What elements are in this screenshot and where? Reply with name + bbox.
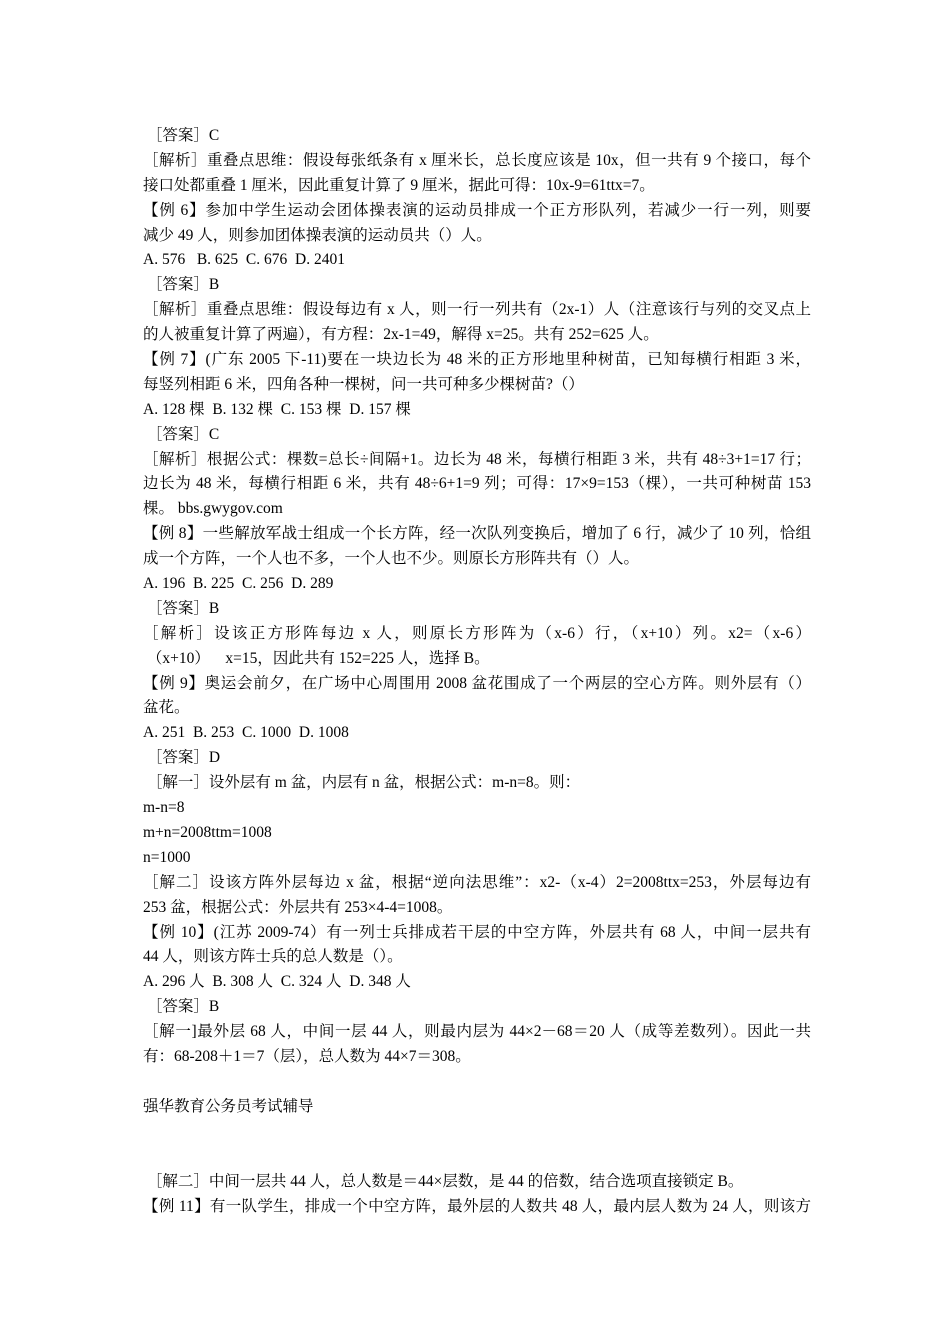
example-6-question: 【例 6】参加中学生运动会团体操表演的运动员排成一个正方形队列，若减少一行一列，则要 — [143, 201, 811, 219]
answer-line: ［答案］B — [143, 998, 220, 1016]
answer-line: ［答案］C — [143, 425, 220, 443]
solution-line: ［解一]最外层 68 人，中间一层 44 人，则最内层为 44×2－68＝20 人（成等差数列）。因此一共 — [143, 1023, 811, 1041]
example-7-options: A. 128 棵 B. 132 棵 C. 153 棵 D. 157 棵 — [143, 400, 411, 418]
example-9-question: 【例 9】奥运会前夕，在广场中心周围用 2008 盆花围成了一个两层的空心方阵。则外层有（） — [143, 674, 811, 692]
document-body — [143, 124, 811, 1219]
example-6-question: 减少 49 人，则参加团体操表演的运动员共（）人。 — [143, 226, 492, 244]
example-7-question: 【例 7】(广东 2005 下-11)要在一块边长为 48 米的正方形地里种树苗，已知每横行相距 3 米， — [143, 351, 811, 369]
analysis-line: 棵。 bbs.gwygov.com — [143, 500, 283, 518]
solution-line: ［解二］中间一层共 44 人，总人数是＝44×层数，是 44 的倍数，结合选项直接锁定 B。 — [143, 1172, 744, 1190]
solution-line: ［解二］设该方阵外层每边 x 盆，根据“逆向法思维”：x2-（x-4）2=2008ttx=253，外层每边有 — [143, 873, 811, 891]
analysis-line: 的人被重复计算了两遍），有方程：2x-1=49，解得 x=25。共有 252=625 人。 — [143, 326, 659, 344]
example-9-options: A. 251 B. 253 C. 1000 D. 1008 — [143, 724, 349, 742]
answer-line: ［答案］B — [143, 276, 220, 294]
solution-line: ［解一］设外层有 m 盆，内层有 n 盆，根据公式：m-n=8。则： — [143, 774, 581, 792]
equation-line: n=1000 — [143, 848, 191, 866]
example-11-question: 【例 11】有一队学生，排成一个中空方阵，最外层的人数共 48 人，最内层人数为 24 人，则该方 — [143, 1197, 811, 1215]
example-8-options: A. 196 B. 225 C. 256 D. 289 — [143, 575, 334, 593]
analysis-line: 边长为 48 米，每横行相距 6 米，共有 48÷6+1=9 列；可得：17×9=153（棵），一共可种树苗 153 — [143, 475, 811, 493]
analysis-line: ［解析］根据公式：棵数=总长÷间隔+1。边长为 48 米，每横行相距 3 米，共有 48÷3+1=17 行； — [143, 450, 811, 468]
solution-line: 253 盆，根据公式：外层共有 253×4-4=1008。 — [143, 898, 453, 916]
analysis-line: （x+10） x=15，因此共有 152=225 人，选择 B。 — [143, 649, 490, 667]
spacer — [143, 1120, 811, 1170]
example-8-question: 成一个方阵，一个人也不多，一个人也不少。则原长方形阵共有（）人。 — [143, 550, 640, 568]
example-6-options: A. 576 B. 625 C. 676 D. 2401 — [143, 251, 345, 269]
solution-line: 有：68-208＋1＝7（层），总人数为 44×7＝308。 — [143, 1047, 471, 1065]
spacer — [143, 1070, 811, 1095]
analysis-line: ［解析］重叠点思维：假设每张纸条有 x 厘米长，总长度应该是 10x，但一共有 9 个接口，每个 — [143, 151, 811, 169]
page-footer: 强华教育公务员考试辅导 — [143, 1097, 314, 1115]
example-10-options: A. 296 人 B. 308 人 C. 324 人 D. 348 人 — [143, 973, 411, 991]
equation-line: m-n=8 — [143, 799, 185, 817]
example-9-question: 盆花。 — [143, 699, 190, 717]
example-7-question: 每竖列相距 6 米，四角各种一棵树，问一共可种多少棵树苗?（） — [143, 375, 584, 393]
equation-line: m+n=2008ttm=1008 — [143, 823, 272, 841]
answer-line: ［答案］B — [143, 599, 220, 617]
analysis-line: ［解析］重叠点思维：假设每边有 x 人，则一行一列共有（2x-1）人（注意该行与列的交叉点上 — [143, 301, 811, 319]
analysis-line: 接口处都重叠 1 厘米，因此重复计算了 9 厘米，据此可得：10x-9=61ttx=7。 — [143, 176, 655, 194]
answer-line: ［答案］C — [143, 127, 220, 144]
answer-line: ［答案］D — [143, 749, 221, 767]
example-10-question: 【例 10】(江苏 2009-74）有一列士兵排成若干层的中空方阵，外层共有 68 人，中间一层共有 — [143, 923, 811, 941]
example-10-question: 44 人，则该方阵士兵的总人数是（）。 — [143, 948, 403, 966]
analysis-line: ［解析］设该正方形阵每边 x 人，则原长方形阵为（x-6）行，（x+10）列。x2=（x-6） — [143, 624, 811, 642]
example-8-question: 【例 8】一些解放军战士组成一个长方阵，经一次队列变换后，增加了 6 行，减少了 10 列，恰组 — [143, 525, 811, 543]
